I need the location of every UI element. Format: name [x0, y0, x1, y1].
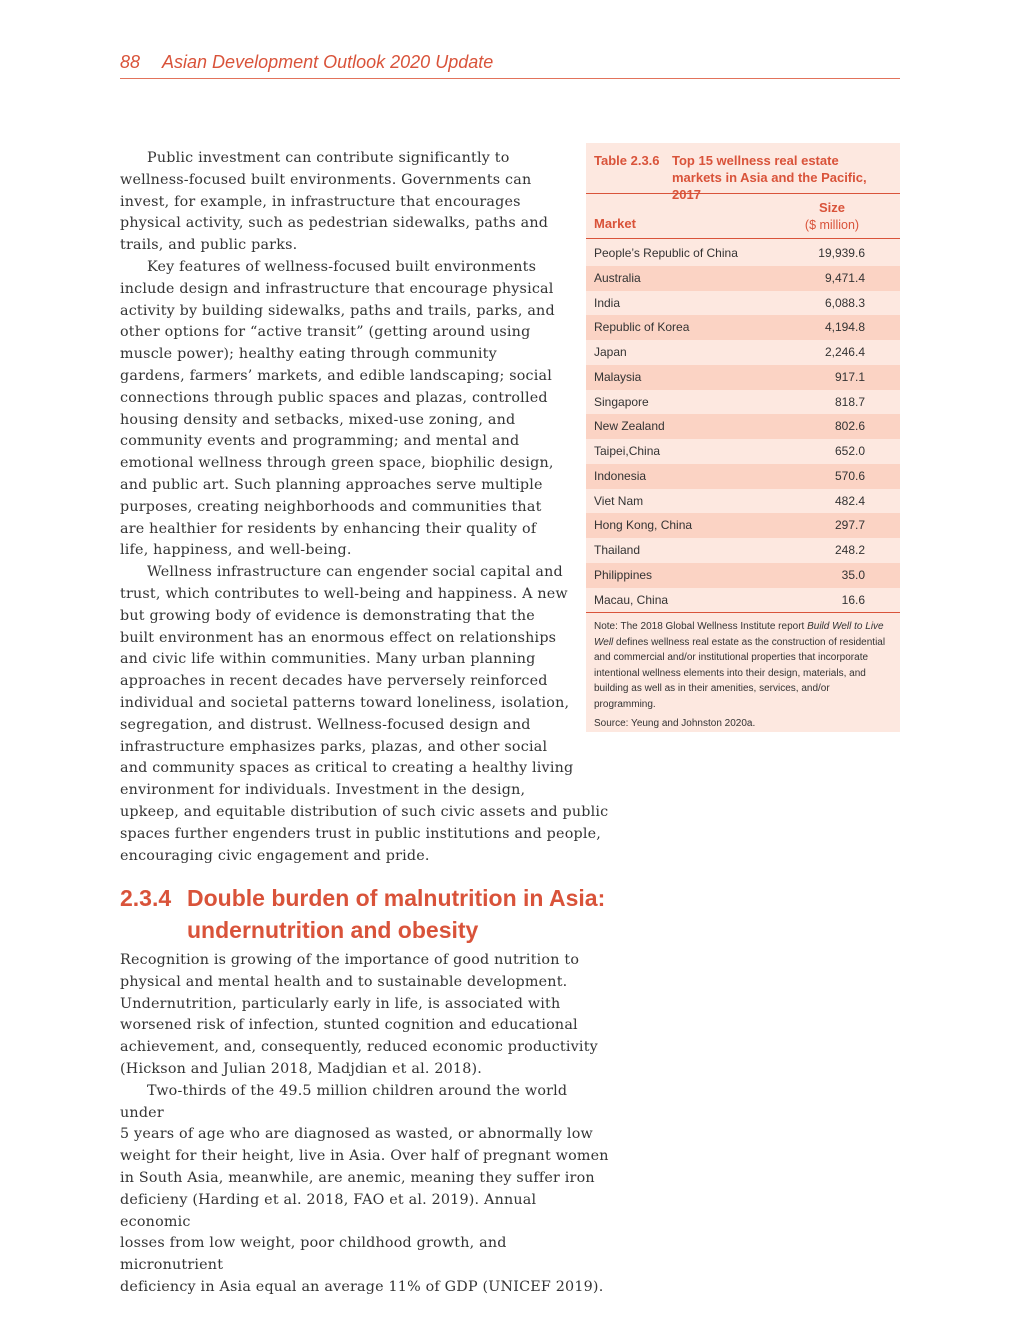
table-row: Philippines 35.0 — [586, 563, 900, 588]
section-number: 2.3.4 — [120, 885, 172, 911]
column-size-unit: ($ million) — [804, 218, 860, 232]
table-row: Thailand 248.2 — [594, 543, 865, 557]
table-row: Viet Nam 482.4 — [594, 493, 865, 508]
section-2-body — [120, 950, 610, 1299]
table-row: Indonesia 570.6 — [586, 464, 900, 489]
paragraph-public-investment: Public investment can contribute significantly to wellness-focused built environments. Governments can invest, for example, in infrastructure that encourages physical activity, such as pedestrian sidewalks, paths and trails, and public parks. — [120, 150, 549, 254]
table-row: Australia 9,471.4 — [586, 266, 900, 291]
table-row: Malaysia 917.1 — [586, 365, 900, 390]
section-title-line1: Double burden of malnutrition in Asia: — [187, 885, 606, 911]
table-caption — [586, 143, 900, 202]
table-header — [586, 194, 900, 239]
report-title: Build Well to Live Well — [594, 621, 884, 648]
table-row: Taipei,China 652.0 — [594, 444, 865, 458]
table-row: Hong Kong, China 297.7 — [586, 513, 900, 538]
section-heading — [120, 882, 620, 946]
paragraph-key-features: Key features of wellness-focused built environments include design and infrastructure that encourage physical activity by building sidewalks, paths and trails, parks, and other options for “active transit” (getting around using muscle power); healthy eating through community gardens, farmers’ markets, and edible landscaping; social connections through public spaces and plazas, controlled housing density and setbacks, mixed-use zoning, and community events and programming; and mental and emotional wellness through green space, biophilic design, and public art. Such planning approaches serve multiple purposes, creating neighborhoods and communities that are healthier for residents by enhancing their quality of life, happiness, and well-being. — [120, 258, 555, 559]
publication-title: Asian Development Outlook 2020 Update — [162, 52, 494, 72]
table-source: Source: Yeung and Johnston 2020a. — [594, 718, 756, 730]
table-row: Japan 2,246.4 — [594, 345, 865, 359]
table-title: Top 15 wellness real estate markets in Asia and the Pacific, 2017 — [672, 153, 867, 202]
table-body — [586, 239, 900, 613]
column-size-header: Size — [818, 200, 845, 215]
table-wellness-markets — [586, 143, 900, 732]
paragraph-recognition: Recognition is growing of the importance of good nutrition to physical and mental health and to sustainable development. Undernutrition, particularly early in life, is associated with worsened risk of infection, stunted cognition and educational achievement, and, consequently, reduced economic productivity (Hickson and Julian 2018, Madjdian et al. 2018). — [120, 952, 598, 1077]
table-row: People’s Republic of China 19,939.6 — [594, 246, 865, 260]
section-body — [120, 148, 610, 867]
table-label: Table 2.3.6 — [594, 153, 660, 168]
column-market-header: Market — [594, 216, 636, 231]
paragraph-two-thirds: Two-thirds of the 49.5 million children around the world under 5 years of age who are diagnosed as wasted, or abnormally low weight for their height, live in Asia. Over half of pregnant women in South Asia, meanwhile, are anemic, meaning they suffer iron deficieny (Harding et al. 2018, FAO et al. 2019). Annual economic losses from low weight, poor childhood growth, and micronutrient deficiency in Asia equal an average 11% of GDP (UNICEF 2019). — [120, 1082, 609, 1295]
page-number: 88 — [120, 52, 141, 72]
running-header — [120, 52, 900, 79]
section-title-line2: undernutrition and obesity — [187, 917, 479, 943]
table-row: India 6,088.3 — [594, 295, 865, 310]
table-row: Macau, China 16.6 — [594, 592, 865, 607]
table-row: New Zealand 802.6 — [586, 414, 900, 439]
table-note: Note: The 2018 Global Wellness Institute report Build Well to Live Well defines wellness real estate as the construction of residential and commercial and/or institutional properties that incorporate intentional wellness elements into their design, materials, and building as well as in their amenities, services, and/or programming. — [594, 621, 886, 710]
table-row: Republic of Korea 4,194.8 — [586, 315, 900, 340]
paragraph-wellness-infrastructure: Wellness infrastructure can engender social capital and trust, which contributes to well-being and happiness. A new but growing body of evidence is demonstrating that the built environment has an enormous effect on relationships and civic life within communities. Many urban planning approaches in recent decades have perversely reinforced individual and societal patterns toward loneliness, isolation, segregation, and distrust. Wellness-focused design and infrastructure emphasizes parks, plazas, and other social and community spaces as critical to creating a healthy living environment for individuals. Investment in the design, upkeep, and equitable distribution of such civic assets and public spaces further engenders trust in public institutions and people, encouraging civic engagement and pride. — [120, 564, 609, 864]
table-row: Singapore 818.7 — [594, 394, 865, 409]
